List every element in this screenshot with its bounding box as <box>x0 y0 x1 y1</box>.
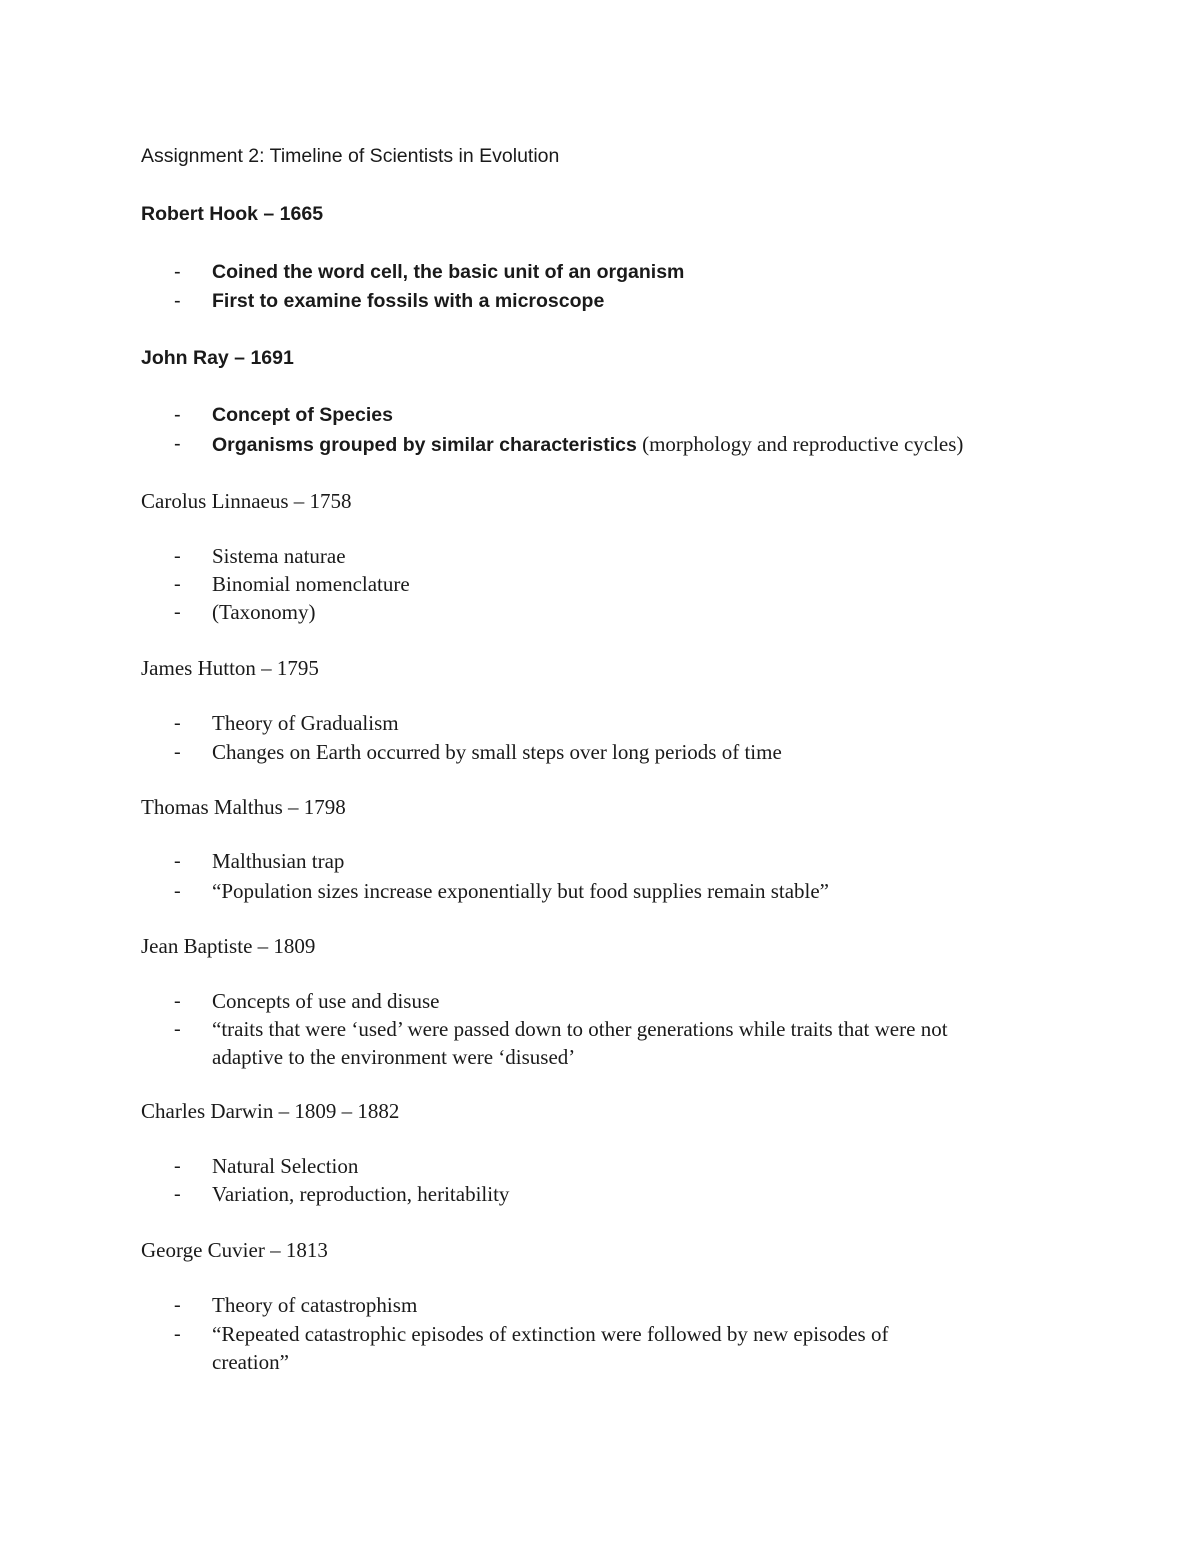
list-item <box>0 987 1200 1015</box>
bullet-text: Organisms grouped by similar characteristics <box>212 434 637 456</box>
bullet-text: (Taxonomy) <box>212 600 316 624</box>
bullet-text: “Population sizes increase exponentially but food supplies remain stable” <box>212 879 829 903</box>
section-heading: James Hutton – 1795 <box>141 656 319 680</box>
section-heading: Robert Hook – 1665 <box>141 203 324 225</box>
bullet-text: First to examine fossils with a microscope <box>212 290 605 312</box>
list-item-continuation <box>0 1348 1200 1376</box>
bullet-marker: - <box>174 601 181 623</box>
list-item <box>0 1320 1200 1348</box>
bullet-text-container <box>212 430 963 461</box>
bullet-marker: - <box>174 573 181 595</box>
bullet-marker: - <box>174 1155 181 1177</box>
bullet-text: Theory of catastrophism <box>212 1293 418 1317</box>
section-heading: Jean Baptiste – 1809 <box>141 934 316 958</box>
bullet-marker: - <box>174 545 181 567</box>
list-item <box>0 738 1200 766</box>
section-heading: John Ray – 1691 <box>141 347 294 369</box>
bullet-marker: - <box>174 880 181 902</box>
bullet-text: Malthusian trap <box>212 849 345 873</box>
list-item <box>0 709 1200 737</box>
section-heading: Charles Darwin – 1809 – 1882 <box>141 1099 400 1123</box>
list-item-continuation <box>0 1043 1200 1071</box>
bullet-text: Changes on Earth occurred by small steps over long periods of time <box>212 740 782 764</box>
bullet-marker: - <box>174 1294 181 1316</box>
bullet-marker: - <box>174 1183 181 1205</box>
bullet-marker: - <box>174 990 181 1012</box>
list-item <box>0 1152 1200 1180</box>
list-item <box>0 847 1200 875</box>
document-title: Assignment 2: Timeline of Scientists in Evolution <box>141 145 560 167</box>
list-item <box>0 542 1200 570</box>
list-item <box>0 258 1200 286</box>
list-item <box>0 401 1200 429</box>
bullet-text: Natural Selection <box>212 1154 359 1178</box>
list-item <box>0 877 1200 905</box>
list-item <box>0 1015 1200 1043</box>
list-item <box>0 1291 1200 1319</box>
section-heading: George Cuvier – 1813 <box>141 1238 328 1262</box>
bullet-text: “traits that were ‘used’ were passed down to other generations while traits that were not <box>212 1017 948 1041</box>
bullet-marker: - <box>174 1323 181 1345</box>
bullet-marker: - <box>174 290 181 312</box>
bullet-text: Theory of Gradualism <box>212 711 399 735</box>
bullet-text-continuation: creation” <box>212 1350 289 1374</box>
list-item <box>0 570 1200 598</box>
bullet-marker: - <box>174 712 181 734</box>
bullet-text: Concept of Species <box>212 404 393 426</box>
bullet-text: Sistema naturae <box>212 544 346 568</box>
bullet-text: Variation, reproduction, heritability <box>212 1182 510 1206</box>
section-heading: Thomas Malthus – 1798 <box>141 795 346 819</box>
bullet-marker: - <box>174 741 181 763</box>
bullet-text: Binomial nomenclature <box>212 572 410 596</box>
bullet-marker: - <box>174 1018 181 1040</box>
bullet-marker: - <box>174 433 181 455</box>
list-item <box>0 1180 1200 1208</box>
bullet-text-continuation: adaptive to the environment were ‘disused’ <box>212 1045 576 1069</box>
section-heading: Carolus Linnaeus – 1758 <box>141 489 352 513</box>
bullet-marker: - <box>174 261 181 283</box>
bullet-text: Concepts of use and disuse <box>212 989 440 1013</box>
list-item <box>0 287 1200 315</box>
bullet-text: Coined the word cell, the basic unit of an organism <box>212 261 685 283</box>
list-item <box>0 598 1200 626</box>
bullet-text: “Repeated catastrophic episodes of extinction were followed by new episodes of <box>212 1322 889 1346</box>
bullet-text-extra: (morphology and reproductive cycles) <box>636 432 964 456</box>
bullet-marker: - <box>174 850 181 872</box>
list-item <box>0 430 1200 458</box>
bullet-marker: - <box>174 404 181 426</box>
